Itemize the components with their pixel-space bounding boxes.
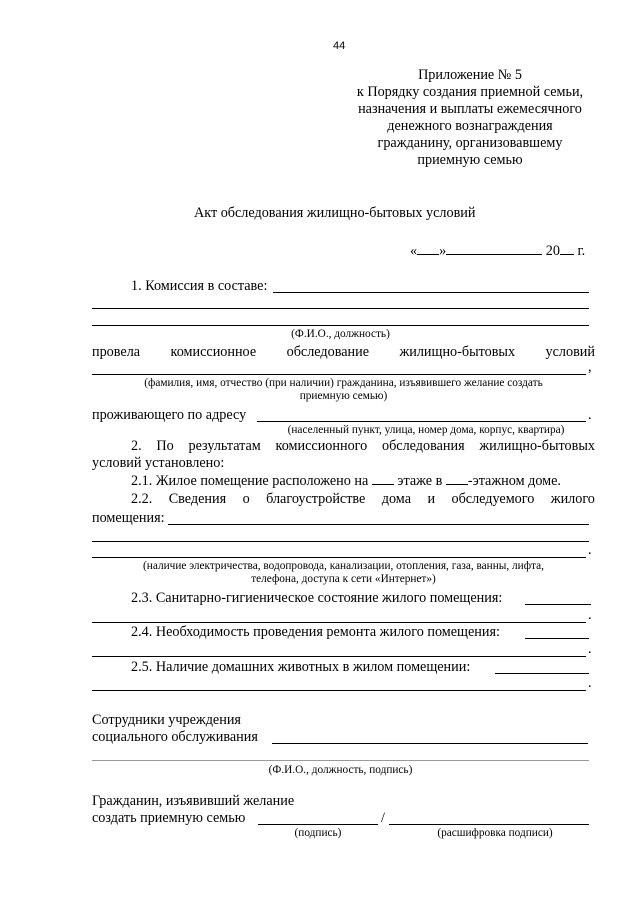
word: дома (381, 491, 411, 507)
floor-text-a: 2.1. Жилое помещение расположено на (131, 473, 372, 489)
word: обследования (381, 438, 465, 454)
word: Сведения (168, 491, 227, 507)
appendix-line: гражданину, организовавшему (377, 135, 563, 151)
date-close-quote: » (439, 243, 447, 259)
staff-label-line1: Сотрудники учреждения (92, 712, 241, 728)
date-open-quote: « (410, 243, 418, 259)
word: условий (545, 344, 595, 360)
page-number: 44 (333, 40, 346, 52)
address-label: проживающего по адресу (92, 407, 247, 423)
amenities-line[interactable] (92, 541, 589, 542)
staff-signature-line[interactable] (272, 743, 588, 744)
date-line (410, 242, 585, 260)
commission-members-line[interactable] (92, 308, 589, 309)
floor-text-b: этаже в (393, 473, 446, 489)
word: жилищно-бытовых (399, 344, 516, 360)
period: . (588, 675, 592, 691)
period: . (588, 542, 592, 558)
word: обследование (286, 344, 369, 360)
date-year-prefix: 20 (545, 243, 560, 259)
word: и (427, 491, 436, 507)
citizen-caption-line1: (фамилия, имя, отчество (при наличии) гражданина, изъявившего желание создать (144, 377, 543, 389)
repair-label: 2.4. Необходимость проведения ремонта жилого помещения: (131, 624, 500, 640)
word: комиссионного (275, 438, 368, 454)
justified-line (131, 438, 595, 455)
date-year-suffix: г. (573, 243, 586, 259)
sanitary-label: 2.3. Санитарно-гигиеническое состояние жилого помещения: (131, 590, 503, 606)
signature-decode-line[interactable] (389, 824, 589, 825)
repair-line[interactable] (92, 656, 586, 657)
floor-text-c: -этажном доме. (467, 473, 561, 489)
amenities-caption-line2: телефона, доступа к сети «Интернет») (251, 573, 436, 585)
word: о (242, 491, 250, 507)
floor-line (131, 472, 561, 490)
commission-members-line[interactable] (273, 292, 589, 293)
date-month-blank[interactable] (446, 242, 542, 255)
period: . (588, 641, 592, 657)
address-line[interactable] (257, 421, 586, 422)
appendix-header (345, 67, 595, 169)
sanitary-line[interactable] (525, 604, 591, 605)
staff-caption: (Ф.И.О., должность, подпись) (268, 764, 413, 776)
premises-label: помещения: (92, 510, 165, 526)
amenities-caption-line1: (наличие электричества, водопровода, канализации, отопления, газа, ванны, лифта, (143, 560, 544, 572)
amenities-line[interactable] (168, 524, 589, 525)
section2-intro-line2: условий установлено: (92, 455, 225, 471)
pets-line[interactable] (92, 690, 586, 691)
fio-caption: (Ф.И.О., должность) (291, 328, 390, 340)
amenities-line[interactable] (92, 557, 586, 558)
floors-count-blank[interactable] (446, 472, 468, 485)
justified-line (92, 344, 595, 361)
signature-caption: (подпись) (294, 827, 342, 839)
word: комиссионное (170, 344, 257, 360)
sanitary-line[interactable] (92, 622, 586, 623)
citizen-signature-line[interactable] (258, 824, 378, 825)
floor-blank[interactable] (372, 472, 394, 485)
word: результатам (188, 438, 261, 454)
citizen-label-line2: создать приемную семью (92, 810, 246, 826)
period: . (588, 407, 592, 423)
period: . (588, 607, 592, 623)
commission-label: 1. Комиссия в составе: (131, 278, 268, 294)
commission-members-line[interactable] (92, 325, 589, 326)
appendix-line: назначения и выплаты ежемесячного (358, 101, 582, 117)
word: жилищно-бытовых (479, 438, 595, 454)
appendix-line: денежного вознаграждения (387, 118, 553, 134)
address-caption: (населенный пункт, улица, номер дома, корпус, квартира) (287, 424, 565, 436)
slash: / (381, 810, 385, 826)
staff-signature-line[interactable] (92, 760, 589, 761)
appendix-line: к Порядку создания приемной семьи, (356, 84, 584, 100)
word: 2.2. (131, 491, 153, 507)
date-day-blank[interactable] (417, 242, 439, 255)
date-year-blank[interactable] (560, 242, 574, 255)
word: благоустройстве (266, 491, 366, 507)
word: обследуемого (451, 491, 535, 507)
staff-label-line2: социального обслуживания (92, 729, 258, 745)
appendix-line: Приложение № 5 (418, 67, 522, 83)
pets-line[interactable] (495, 673, 589, 674)
justified-line (131, 491, 595, 508)
citizen-name-line[interactable] (92, 374, 586, 375)
appendix-line: приемную семью (417, 152, 523, 168)
repair-line[interactable] (525, 638, 589, 639)
signature-decode-caption: (расшифровка подписи) (437, 827, 553, 839)
comma: , (588, 359, 592, 375)
citizen-caption-line2: приемную семью) (299, 390, 388, 402)
word: По (156, 438, 174, 454)
pets-label: 2.5. Наличие домашних животных в жилом помещении: (131, 659, 471, 675)
word: 2. (131, 438, 142, 454)
word: жилого (550, 491, 595, 507)
document-title: Акт обследования жилищно-бытовых условий (194, 205, 476, 221)
citizen-label-line1: Гражданин, изъявивший желание (92, 793, 295, 809)
word: провела (92, 344, 141, 360)
